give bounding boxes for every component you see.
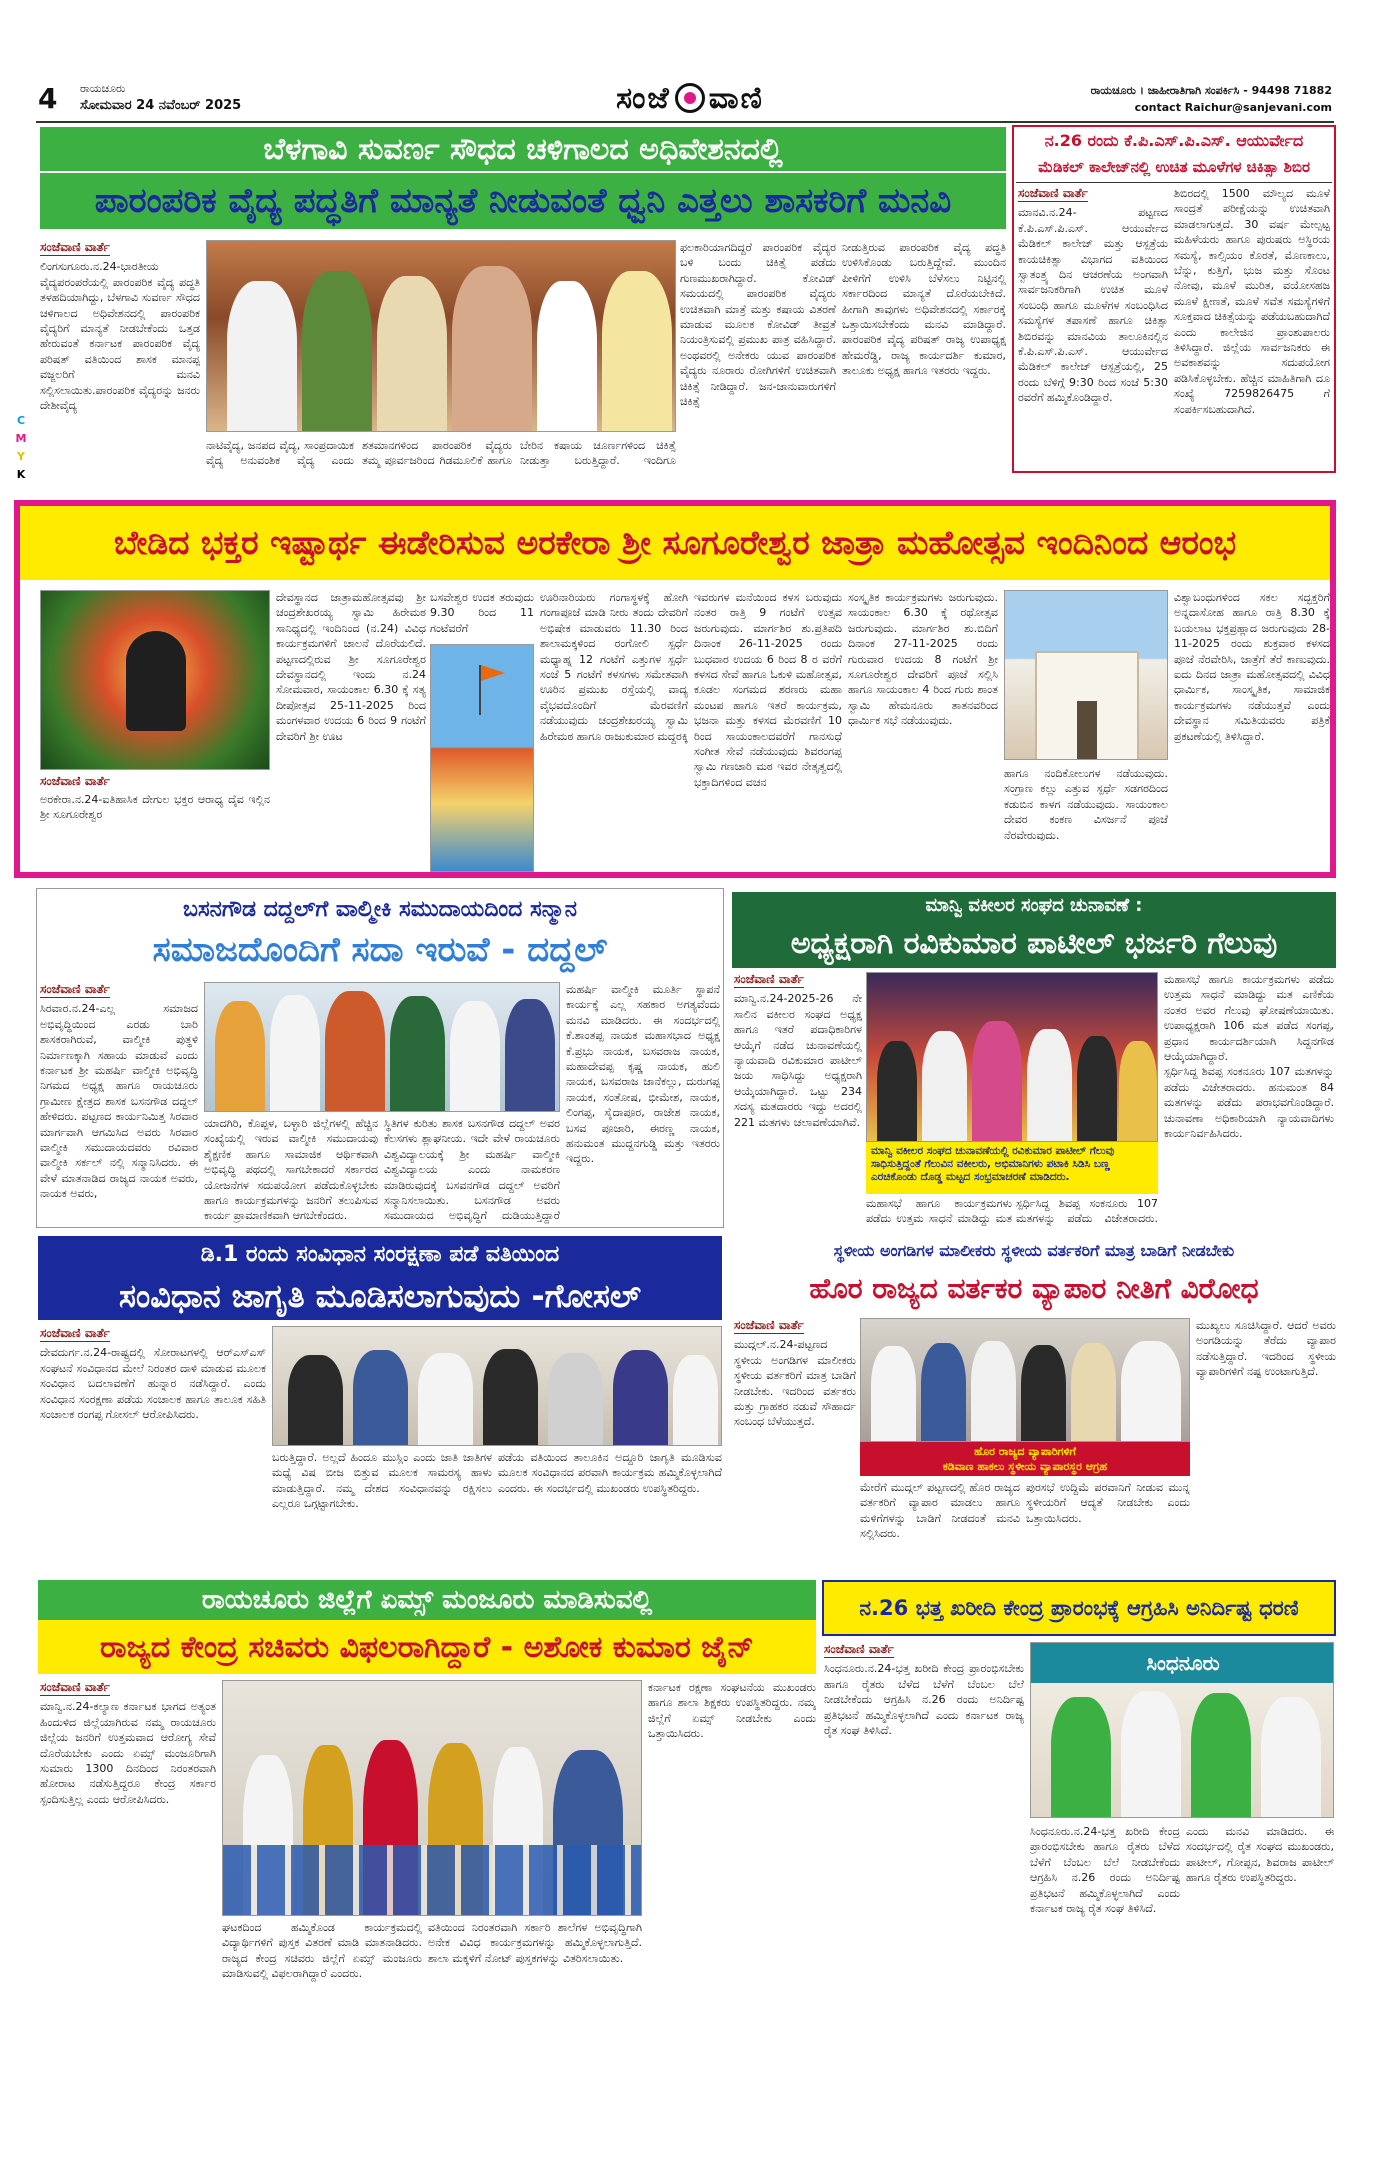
- story8-body2: ಘಟಕದಿಂದ ಹಮ್ಮಿಕೊಂಡ ಕಾರ್ಯಕ್ರಮದಲ್ಲಿ ವಿದ್ಯಾರ್ಥಿಗಳಿಗೆ ಪುಸ್ತಕ ವಿತರಣೆ ಮಾಡಿ ಮಾತನಾಡಿದರು. ರಾಜ್ಯದ ಕೇಂದ್ರ ಸಚಿವರು ಜಿಲ್ಲೆಗೆ ಏಮ್ಸ್ ಮಂಜೂರು ಮಾಡಿಸುವಲ್ಲಿ ವಿಫಲರಾಗಿದ್ದಾರೆ ಎಂದರು.: [222, 1921, 422, 1981]
- story9-col2: [1030, 1824, 1180, 2120]
- story7-body1: ಮುದ್ಗಲ್.ನ.24-ಪಟ್ಟಣದ ಸ್ಥಳೀಯ ಅಂಗಡಿಗಳ ಮಾಲೀಕರು ಸ್ಥಳೀಯ ವರ್ತಕರಿಗೆ ಮಾತ್ರ ಬಾಡಿಗೆ ನೀಡಬೇಕು. ಇದರಿಂದ ವರ್ತಕರು ಮತ್ತು ಗ್ರಾಹಕರ ನಡುವೆ ಸೌಹಾರ್ದ ಸಂಬಂಧ ಬೆಳೆಯುತ್ತದೆ.: [734, 1338, 856, 1429]
- story1-col2: [206, 438, 354, 470]
- masthead-contact: [1091, 82, 1332, 116]
- story3-body5: ಇವರುಗಳ ಮನೆಯಿಂದ ಕಳಸ ಬರುವುದು ನಂತರ ರಾತ್ರಿ 9 ಗಂಟೆಗೆ ಉತ್ಸವ ಜರುಗುವುದು. ಮಾರ್ಗಶಿರ ಶು.ಪ್ರತಿಪದಿ ದಿನಾಂಕ 26-11-2025 ರಂದು ಬುಧವಾರ ಉದಯ 6 ರಿಂದ 8 ರ ವರೆಗೆ ಕಳಸದ ಸೇವೆ ಹಾಗೂ ಓಕುಳಿ ಮಹೋತ್ಸವ, ಕೂಡಲ ಸಂಗಮದ ಶರಣರು ಮಹಾ ಮಂಟಪ ಹಾಗೂ ಇತರೆ ಕಾರ್ಯಕ್ರಮ, ಭಜನಾ ಮತ್ತು ಕಳಸದ ಮೆರವಣಿಗೆ 10 ರಿಂದ ಸಾಯಂಕಾಲದವರೆಗೆ ಗಾನಸುಧೆ ಸಂಗೀತ ಸೇವೆ ನಡೆಯುವುದು ಶಿವರಂಗಪ್ಪ ಸ್ವಾಮಿ ಗಣಚಾರಿ ಮಠ ಇವರ ನೇತೃತ್ವದಲ್ಲಿ ಭಕ್ತಾದಿಗಳಿಂದ ವಚನ: [694, 591, 842, 789]
- story2-col2: [1174, 186, 1330, 468]
- story4-body2: ಯಾದಗಿರಿ, ಕೊಪ್ಪಳ, ಬಳ್ಳಾರಿ ಜಿಲ್ಲೆಗಳಲ್ಲಿ ಹೆಚ್ಚಿನ ಸಂಖ್ಯೆಯಲ್ಲಿ ಇರುವ ವಾಲ್ಮೀಕಿ ಸಮುದಾಯವು ಶೈಕ್ಷಣಿಕ ಹಾಗೂ ಸಾಮಾಜಿಕ ಆರ್ಥಿಕವಾಗಿ ಅಭಿವೃದ್ಧಿ ಪಥದಲ್ಲಿ ಸಾಗಬೇಕಾದರೆ ಸರ್ಕಾರದ ಯೋಜನೆಗಳ ಸದುಪಯೋಗ ಪಡೆದುಕೊಳ್ಳಬೇಕು ಹಾಗೂ ಕಾರ್ಯಕ್ರಮಗಳನ್ನು ಜನರಿಗೆ ತಲುಪಿಸುವ ಕಾರ್ಯ ಪ್ರಾಮಾಣಿಕವಾಗಿ ಆಗಬೇಕೆಂದರು.: [204, 1117, 378, 1223]
- story3-col4: [540, 590, 688, 872]
- cmyk-c: C: [16, 414, 26, 427]
- story3-body8: ವಿಶ್ವಾಬಂಧುಗಳಿಂದ ಸಕಲ ಸದ್ಭಕ್ತರಿಗೆ ಅನ್ನದಾಸೋಹ ಹಾಗೂ ರಾತ್ರಿ 8.30 ಕ್ಕೆ ಬಯಲಾಟ ಭಕ್ತಪ್ರಹ್ಲಾದ ಜರುಗುವುದು 28-11-2025 ರಂದು ಶುಕ್ರವಾರ ಕಳಸದ ಪೂಜೆ ನೆರವೇರಿಸಿ, ಜಾತ್ರೆಗೆ ತೆರೆ ಕಾಣುವುದು. ಐದು ದಿನದ ಜಾತ್ರಾ ಮಹೋತ್ಸವದಲ್ಲಿ ವಿವಿಧ ಧಾರ್ಮಿಕ, ಸಾಂಸ್ಕೃತಿಕ, ಸಾಮಾಜಿಕ ಕಾರ್ಯಕ್ರಮಗಳು ನಡೆಯುತ್ತವೆ ಎಂದು ದೇವಸ್ಥಾನ ಸಮಿತಿಯವರು ಪತ್ರಿಕೆ ಪ್ರಕಟಣೆಯಲ್ಲಿ ತಿಳಿಸಿದ್ದಾರೆ.: [1174, 591, 1330, 743]
- story4-body3: ಸ್ಥಿತಿಗಳ ಕುರಿತು ಶಾಸಕ ಬಸನಗೌಡ ದದ್ದಲ್ ಅವರ ಕೆಲಸಗಳು ಶ್ಲಾಘನೀಯ. ಇದೇ ವೇಳೆ ರಾಯಚೂರು ವಿಶ್ವವಿದ್ಯಾಲಯಕ್ಕೆ ಶ್ರೀ ಮಹರ್ಷಿ ವಾಲ್ಮೀಕಿ ವಿಶ್ವವಿದ್ಯಾಲಯ ಎಂದು ನಾಮಕರಣ ಮಾಡಿರುವುದಕ್ಕೆ ಬಸವನಗೌಡ ದದ್ದಲ್ ಅವರಿಗೆ ಸನ್ಮಾನಿಸಲಾಯಿತು. ಬಸನಗೌಡ ಅವರು ಸಮುದಾಯದ ಅಭಿವೃದ್ಧಿಗೆ ದುಡಿಯುತ್ತಿದ್ದಾರೆ: [384, 1117, 560, 1223]
- story3-col7: [1004, 766, 1168, 872]
- story1-headline: ಪಾರಂಪರಿಕ ವೈದ್ಯ ಪದ್ಧತಿಗೆ ಮಾನ್ಯತೆ ನೀಡುವಂತೆ ಧ್ವನಿ ಎತ್ತಲು ಶಾಸಕರಿಗೆ ಮನವಿ: [40, 173, 1006, 229]
- story6-col2: [272, 1450, 492, 1572]
- story9-body1: ಸಿಂಧನೂರು.ನ.24-ಭತ್ತ ಖರೀದಿ ಕೇಂದ್ರ ಪ್ರಾರಂಭಿಸಬೇಕು ಹಾಗೂ ರೈತರು ಬೆಳೆದ ಬೆಳೆಗೆ ಬೆಂಬಲ ಬೆಲೆ ನೀಡಬೇಕೆಂದು ಆಗ್ರಹಿಸಿ ನ.26 ರಂದು ಅನಿರ್ದಿಷ್ಟ ಪ್ರತಿಭಟನೆ ಹಮ್ಮಿಕೊಳ್ಳಲಾಗಿದೆ ಎಂದು ಕರ್ನಾಟಕ ರಾಜ್ಯ ರೈತ ಸಂಘ ತಿಳಿಸಿದೆ.: [824, 1662, 1024, 1738]
- story8-col1: [40, 1680, 216, 2120]
- story6-col3: [498, 1450, 722, 1572]
- story4-col3: [384, 1116, 560, 1224]
- story7-body4: ಪುರಸಭೆ ಉದ್ದಿಮೆ ಪರವಾನಿಗೆ ನೀಡುವ ಮುನ್ನ ಸ್ಥಳೀಯರಿಗೆ ಆದ್ಯತೆ ನೀಡಬೇಕು ಎಂದು ಒತ್ತಾಯಿಸಿದರು.: [1026, 1481, 1190, 1525]
- story7-caption: [860, 1442, 1190, 1476]
- story9-headline: ನ.26 ಭತ್ತ ಖರೀದಿ ಕೇಂದ್ರ ಪ್ರಾರಂಭಕ್ಕೆ ಆಗ್ರಹಿಸಿ ಅನಿರ್ದಿಷ್ಟ ಧರಣಿ: [822, 1580, 1336, 1636]
- story3-body7: ಹಾಗೂ ನಂದಿಕೋಲುಗಳ ನಡೆಯುವುದು. ಸಂಗ್ರಾಣ ಕಲ್ಲು ಎತ್ತುವ ಸ್ಪರ್ಧೆ ಸಡಗರದಿಂದ ಕಡುಬಿನ ಕಾಳಗ ನಡೆಯುವುದು. ಸಾಯಂಕಾಲ ದೇವರ ಕಂಕಣ ವಿಸರ್ಜನೆ ಪೂಜೆ ನೆರವೇರುವುದು.: [1004, 767, 1168, 842]
- story5-headline: ಅಧ್ಯಕ್ಷರಾಗಿ ರವಿಕುಮಾರ ಪಾಟೀಲ್ ಭರ್ಜರಿ ಗೆಲುವು: [732, 918, 1336, 968]
- story2-headline-line2: ಮೆಡಿಕಲ್ ಕಾಲೇಜ್‌ನಲ್ಲಿ ಉಚಿತ ಮೂಳೆಗಳ ಚಿಕಿತ್ಸಾ ಶಿಬಿರ: [1038, 158, 1310, 176]
- story3-col8: [1174, 590, 1330, 872]
- story3-col1: [40, 792, 270, 872]
- story8-photo: [222, 1680, 642, 1916]
- story1-body5: ಫಲಕಾರಿಯಾಗದಿದ್ದರೆ ಪಾರಂಪರಿಕ ವೈದ್ಯರ ಬಳಿ ಬಂದು ಚಿಕಿತ್ಸೆ ಪಡೆದು ಗುಣಮುಖರಾಗಿದ್ದಾರೆ. ಕೋವಿಡ್ ಸಮಯದಲ್ಲಿ ಪಾರಂಪರಿಕ ವೈದ್ಯರು ಉಚಿತವಾಗಿ ಮಾತ್ರೆ ಮತ್ತು ಕಷಾಯ ವಿತರಣೆ ಮಾಡುವ ಮೂಲಕ ಕೋವಿಡ್ ತೀವ್ರತೆ ನಿಯಂತ್ರಿಸುವಲ್ಲಿ ಪ್ರಮುಖ ಪಾತ್ರ ವಹಿಸಿದ್ದಾರೆ. ಅಂಥವರಲ್ಲಿ ಅನೇಕರು ಯುವ ಪಾರಂಪರಿಕ ವೈದ್ಯರು ನೂರಾರು ರೋಗಿಗಳಿಗೆ ಉಚಿತವಾಗಿ ಚಿಕಿತ್ಸೆ ನೀಡಿದ್ದಾರೆ. ಜನ-ಜಾನುವಾರುಗಳಿಗೆ ಚಿಕಿತ್ಸೆ: [680, 241, 836, 409]
- story9-banner: [1031, 1643, 1334, 1683]
- story8-body3: ವತಿಯಿಂದ ನಿರಂತರವಾಗಿ ಸರ್ಕಾರಿ ಶಾಲೆಗಳ ಅಭಿವೃದ್ಧಿಗಾಗಿ ಅನೇಕ ವಿವಿಧ ಕಾರ್ಯಕ್ರಮಗಳನ್ನು ಹಮ್ಮಿಕೊಳ್ಳಲಾಗುತ್ತಿದೆ. ಶಾಲಾ ಮಕ್ಕಳಿಗೆ ನೋಟ್ ಪುಸ್ತಕಗಳನ್ನು ವಿತರಿಸಲಾಯಿತು.: [428, 1921, 642, 1965]
- cmyk-marker: [14, 412, 28, 492]
- story9-body3: ಎಂದು ಮನವಿ ಮಾಡಿದರು. ಈ ಸಂದರ್ಭದಲ್ಲಿ ರೈತ ಸಂಘದ ಮುಖಂಡರು, ಪಾಟೀಲ್, ಗೋಪ್ಪನ, ಶಿವರಾಜ ಪಾಟೀಲ್ ಹಾಗೂ ರೈತರು ಉಪಸ್ಥಿತರಿದ್ದರು.: [1186, 1825, 1334, 1885]
- story1-col1: [40, 240, 200, 470]
- story5-body3: ಸ್ಪರ್ಧಿಸಿದ್ದ ಶಿವಪ್ಪ ಸಂಕನೂರು 107 ಮತಗಳನ್ನು ಪಡೆದು ವಿಜೇತರಾದರು.: [1016, 1197, 1158, 1226]
- ad-contact-line: ರಾಯಚೂರು । ಜಾಹೀರಾತಿಗಾಗಿ ಸಂಪರ್ಕಿಸಿ - 94498 71882: [1090, 84, 1332, 97]
- story2-rule: [1016, 182, 1332, 183]
- story7-photo: [860, 1318, 1190, 1442]
- masthead-city: ರಾಯಚೂರು: [80, 82, 126, 95]
- story5-caption-text: ಮಾನ್ವಿ ವಕೀಲರ ಸಂಘದ ಚುನಾವಣೆಯಲ್ಲಿ ರವಿಕುಮಾರ ಪಾಟೀಲ್ ಗೆಲುವು ಸಾಧಿಸುತ್ತಿದ್ದಂತೆ ಗೆಲುವಿನ ವಕೀಲರು, ಅಭಿಮಾನಿಗಳು ಪಟಾಕಿ ಸಿಡಿಸಿ ಬಣ್ಣ ಎರಚಿಕೊಂಡು ದೊಡ್ಡ ಮಟ್ಟದ ಸಂಭ್ರಮಾಚರಣೆ ಮಾಡಿದರು.: [871, 1145, 1115, 1183]
- story6-photo: [272, 1326, 722, 1446]
- story6-kicker: ಡಿ.1 ರಂದು ಸಂವಿಧಾನ ಸಂರಕ್ಷಣಾ ಪಡೆ ವತಿಯಿಂದ: [38, 1236, 722, 1272]
- story5-col2: [866, 1196, 1012, 1228]
- story7-body2: ಮುಖ್ಯಲು ಸೂಚಿಸಿದ್ದಾರೆ. ಆದರೆ ಅವರು ಅಂಗಡಿಯನ್ನು ತೆರೆದು ವ್ಯಾಪಾರ ನಡೆಸುತ್ತಿದ್ದಾರೆ. ಇದರಿಂದ ಸ್ಥಳೀಯ ವ್ಯಾಪಾರಿಗಳಿಗೆ ನಷ್ಟ ಉಂಟಾಗುತ್ತಿದೆ.: [1196, 1319, 1336, 1379]
- story4-col2: [204, 1116, 378, 1224]
- cmyk-k: K: [16, 468, 26, 481]
- story8-col2: [222, 1920, 422, 2120]
- story7-byline: ಸಂಜೆವಾಣಿ ವಾರ್ತೆ: [734, 1318, 804, 1334]
- story9-banner-text: ಸಿಂಧನೂರು: [1146, 1651, 1220, 1675]
- story2-col1: [1018, 186, 1168, 468]
- story1-body2: ನಾಟಿವೈದ್ಯ, ಜನಪದ ವೈದ್ಯ, ಸಾಂಪ್ರದಾಯಿಕ ವೈದ್ಯ ಅನುವಂಶಿಕ ವೈದ್ಯ ಎಂದು: [206, 439, 354, 468]
- story5-caption: [866, 1142, 1158, 1194]
- story3-headline: ಬೇಡಿದ ಭಕ್ತರ ಇಷ್ಟಾರ್ಥ ಈಡೇರಿಸುವ ಅರಕೇರಾ ಶ್ರೀ ಸೂಗೂರೇಶ್ವರ ಜಾತ್ರಾ ಮಹೋತ್ಸವ ಇಂದಿನಿಂದ ಆರಂಭ: [20, 506, 1330, 580]
- story6-body3: ಪಡೆಯ ವತಿಯಿಂದ ತಾಲೂಕಿನ ಅದ್ದೂರಿ ಜಾಗೃತಿ ಮೂಡಿಸುವ ಮೂಲಕ ಸಂವಿಧಾನದ ಪರವಾಗಿ ಕಾರ್ಯಕ್ರಮ ಹಮ್ಮಿಕೊಳ್ಳಲಾಗಿದೆ ಎಂದರು. ಈ ಸಂದರ್ಭದಲ್ಲಿ ಮುಖಂಡರು ಉಪಸ್ಥಿತರಿದ್ದರು.: [498, 1451, 722, 1495]
- story9-col3: [1186, 1824, 1334, 2120]
- story3-body2: ದೇವಸ್ಥಾನದ ಜಾತ್ರಾಮಹೋತ್ಸವವು ಶ್ರೀ ಚಂದ್ರಶೇಖರಯ್ಯ ಸ್ವಾಮಿ ಹಿರೇಮಠ ಸಾನಿಧ್ಯದಲ್ಲಿ ಇಂದಿನಿಂದ (ನ.24) ವಿವಿಧ ಕಾರ್ಯಕ್ರಮಗಳಿಗೆ ಚಾಲನೆ ದೊರೆಯಲಿದೆ. ಪಟ್ಟಣದಲ್ಲಿರುವ ಶ್ರೀ ಸೂಗೂರೇಶ್ವರ ದೇವಸ್ಥಾನದಲ್ಲಿ ಇಂದು ನ.24 ಸೋಮವಾರ, ಸಾಯಂಕಾಲ 6.30 ಕ್ಕೆ ಸತ್ಯ ದೀಪೋತ್ಸವ 25-11-2025 ರಿಂದ ಮಂಗಳವಾರ ಉದಯ 6 ರಿಂದ 9 ಗಂಟೆಗೆ ದೇವರಿಗೆ ಶ್ರೀ ಊಟ: [276, 591, 426, 743]
- story5-photo: [866, 972, 1158, 1142]
- story1-col3: [362, 438, 512, 470]
- story5-col4: [1164, 972, 1334, 1228]
- story4-body1: ಸಿರವಾರ.ನ.24-ಎಲ್ಲ ಸಮಾಜದ ಅಭಿವೃದ್ಧಿಯಿಂದ ಎರಡು ಬಾರಿ ಶಾಸಕರಾಗಿರುವೆ, ವಾಲ್ಮೀಕಿ ಪುತ್ಥಳಿ ನಿರ್ಮಾಣಕ್ಕಾಗಿ ಸಹಾಯ ಮಾಡುವೆ ಎಂದು ಕರ್ನಾಟಕ ಶ್ರೀ ಮಹರ್ಷಿ ವಾಲ್ಮೀಕಿ ಅಭಿವೃದ್ಧಿ ನಿಗಮದ ಅಧ್ಯಕ್ಷ ಹಾಗೂ ರಾಯಚೂರು ಗ್ರಾಮೀಣ ಕ್ಷೇತ್ರದ ಶಾಸಕ ಬಸನಗೌಡ ದದ್ದಲ್ ಹೇಳಿದರು. ಪಟ್ಟಣದ ಕಾರ್ಯನಿಮಿತ್ತ ಸಿರವಾರ ಮಾರ್ಗವಾಗಿ ಆಗಮಿಸಿದ ಅವರು ಸಿರವಾರ ವಾಲ್ಮೀಕಿ ಸಮುದಾಯದವರು ರವಿವಾರ ವಾಲ್ಮೀಕಿ ಸರ್ಕಲ್ ನಲ್ಲಿ ಸನ್ಮಾನಿಸಿದರು. ಈ ವೇಳೆ ಮಾತನಾಡಿದ ರಾಜ್ಯದ ನಾಯಕ ಅವರು, ನಾಯಕ ಅವರು,: [40, 1002, 198, 1201]
- story4-byline: ಸಂಜೆವಾಣಿ ವಾರ್ತೆ: [40, 982, 110, 998]
- story4-col1: [40, 982, 198, 1224]
- story3-byline: ಸಂಜೆವಾಣಿ ವಾರ್ತೆ: [40, 774, 110, 788]
- story6-headline: ಸಂವಿಧಾನ ಜಾಗೃತಿ ಮೂಡಿಸಲಾಗುವುದು -ಗೋಸಲ್: [38, 1272, 722, 1320]
- story3-shrine-photo: [1004, 590, 1168, 760]
- story3-body1: ಅರಕೇರಾ.ನ.24-ಐತಿಹಾಸಿಕ ದೇಗುಲ ಭಕ್ತರ ಆರಾಧ್ಯ ದೈವ ಇಲ್ಲಿನ ಶ್ರೀ ಸೂಗೂರೇಶ್ವರ: [40, 793, 270, 822]
- story8-byline: ಸಂಜೆವಾಣಿ ವಾರ್ತೆ: [40, 1680, 110, 1696]
- cmyk-m: M: [15, 432, 27, 445]
- story1-body3: ಶತಮಾನಗಳಿಂದ ಪಾರಂಪರಿಕ ವೈದ್ಯರು ತಮ್ಮ ಪೂರ್ವಜರಿಂದ ಗಿಡಮೂಲಿಕೆ ಹಾಗೂ: [362, 439, 512, 468]
- story3-body6: ಸಂಸ್ಕೃತಿಕ ಕಾರ್ಯಕ್ರಮಗಳು ಜರುಗುವುದು. ಸಾಯಂಕಾಲ 6.30 ಕ್ಕೆ ರಥೋತ್ಸವ ಜರುಗುವುದು. ಮಾರ್ಗಶಿರ ಶು.ಬಿದಿಗೆ ದಿನಾಂಕ 27-11-2025 ರಂದು ಗುರುವಾರ ಉದಯ 8 ಗಂಟೆಗೆ ಶ್ರೀ ಸೂಗೂರೇಶ್ವರ ದೇವರಿಗೆ ಪೂಜೆ ಸಲ್ಲಿಸಿ ಹಾಗೂ ಸಾಯಂಕಾಲ 4 ರಿಂದ ಗುರು ಶಾಂತ ಸ್ವಾಮಿ ಹೇಮನೂರು ತಾತನವರಿಂದ ಧಾರ್ಮಿಕ ಸಭೆ ನಡೆಯುವುದು.: [848, 591, 998, 728]
- story3-col6: [848, 590, 998, 872]
- story1-body6: ನೀಡುತ್ತಿರುವ ಪಾರಂಪರಿಕ ವೈದ್ಯ ಪದ್ಧತಿ ಉಳಿಸಿಕೊಂಡು ಬರುತ್ತಿದ್ದೇವೆ. ಮುಂದಿನ ಪೀಳಿಗೆಗೆ ಉಳಿಸಿ ಬೆಳೆಸಲು ನಿಟ್ಟಿನಲ್ಲಿ ಸರ್ಕಾರದಿಂದ ಮಾನ್ಯತೆ ದೊರೆಯಬೇಕಿದೆ. ಹೀಗಾಗಿ ತಾವುಗಳು ಅಧಿವೇಶನದಲ್ಲಿ ಸರ್ಕಾರಕ್ಕೆ ಒತ್ತಾಯಿಸಬೇಕೆಂದು ಮನವಿ ಮಾಡಿದ್ದಾರೆ. ಪಾರಂಪರಿಕ ವೈದ್ಯ ಪರಿಷತ್ ರಾಜ್ಯ ಉಪಾಧ್ಯಕ್ಷ ಹೇಮರೆಡ್ಡಿ, ರಾಜ್ಯ ಕಾರ್ಯದರ್ಶಿ ಕುಮಾರ, ತಾಲೂಕು ಅಧ್ಯಕ್ಷ ಹಾಗೂ ಇತರರು ಇದ್ದರು.: [842, 241, 1006, 378]
- story3-deity-photo: [40, 590, 270, 770]
- page-number: 4: [38, 82, 58, 115]
- story5-body4: ಮಹಾಸಭೆ ಹಾಗೂ ಕಾರ್ಯಕ್ರಮಗಳು ಪಡೆದು ಉತ್ತಮ ಸಾಧನೆ ಮಾಡಿದ್ದು ಮತ ಎಣಿಕೆಯ ನಂತರ ಅವರ ಗೆಲುವು ಘೋಷಣೆಯಾಯಿತು. ಉಪಾಧ್ಯಕ್ಷರಾಗಿ 106 ಮತ ಪಡೆದ ಸಂಗಪ್ಪ, ಪ್ರಧಾನ ಕಾರ್ಯದರ್ಶಿಯಾಗಿ ಸಿದ್ದನಗೌಡ ಆಯ್ಕೆಯಾಗಿದ್ದಾರೆ.: [1164, 973, 1334, 1064]
- story8-headline: ರಾಜ್ಯದ ಕೇಂದ್ರ ಸಚಿವರು ವಿಫಲರಾಗಿದ್ದಾರೆ - ಅಶೋಕ ಕುಮಾರ ಜೈನ್: [38, 1620, 816, 1674]
- story3-temple-photo: [430, 644, 534, 872]
- story8-col4: [648, 1680, 816, 2120]
- story6-body1: ದೇವದುರ್ಗ.ನ.24-ರಾಷ್ಟ್ರದಲ್ಲಿ ಸೋರಾಟಗಳಲ್ಲಿ ಆರ್‌ಎಸ್‌ಎಸ್ ಸಂಘಟನೆ ಸಂವಿಧಾನದ ಮೇಲೆ ನಿರಂತರ ದಾಳಿ ಮಾಡುವ ಮೂಲಕ ಸಂವಿಧಾನ ಬದಲಾವಣೆಗೆ ಹುನ್ನಾರ ನಡೆಸಿದ್ದಾರೆ. ಎಂದು ಸಂವಿಧಾನ ಸಂರಕ್ಷಣಾ ಪಡೆಯ ಸಂಚಾಲಕ ಹಾಗೂ ತಾಲೂಕ ಸಹಿತಿ ಸಂಚಾಲಕ ರಂಗಪ್ಪ ಗೋಸಲ್ ಆರೋಪಿಸಿದರು.: [40, 1346, 266, 1422]
- story6-body2: ಬರುತ್ತಿದ್ದಾರೆ. ಅಲ್ಲದೆ ಹಿಂದೂ ಮುಸ್ಲಿಂ ಎಂದು ಜಾತಿ ಜಾತಿಗಳ ಮಧ್ಯೆ ವಿಷ ಬೀಜ ಬಿತ್ತುವ ಮೂಲಕ ಸಾಮರಸ್ಯ ಹಾಳು ಮಾಡುತ್ತಿದ್ದಾರೆ. ನಮ್ಮ ದೇಶದ ಸಂವಿಧಾನವನ್ನು ರಕ್ಷಿಸಲು ಎಲ್ಲರೂ ಒಗ್ಗಟ್ಟಾಗಬೇಕು.: [272, 1451, 492, 1511]
- story5-body1: ಮಾನ್ವಿ.ನ.24-2025-26 ನೇ ಸಾಲಿನ ವಕೀಲರ ಸಂಘದ ಅಧ್ಯಕ್ಷ ಹಾಗೂ ಇತರೆ ಪದಾಧಿಕಾರಿಗಳ ಆಯ್ಕೆಗೆ ನಡೆದ ಚುನಾವಣೆಯಲ್ಲಿ ನ್ಯಾಯವಾದಿ ರವಿಕುಮಾರ ಪಾಟೀಲ್ ಜಯ ಸಾಧಿಸಿದ್ದು ಅಧ್ಯಕ್ಷರಾಗಿ ಆಯ್ಕೆಯಾಗಿದ್ದಾರೆ. ಒಟ್ಟು 234 ಸದಸ್ಯ ಮತದಾರರು ಇದ್ದು ಅದರಲ್ಲಿ 221 ಮತಗಳು ಚಲಾವಣೆಯಾಗಿವೆ.: [734, 992, 862, 1129]
- story4-headline: ಸಮಾಜದೊಂದಿಗೆ ಸದಾ ಇರುವೆ - ದದ್ದಲ್: [152, 930, 608, 970]
- story3-col5: [694, 590, 842, 872]
- story4-body4: ಮಹರ್ಷಿ ವಾಲ್ಮೀಕಿ ಮೂರ್ತಿ ಸ್ಥಾಪನೆ ಕಾರ್ಯಕ್ಕೆ ಎಲ್ಲ ಸಹಕಾರ ಅಗತ್ಯವೆಂದು ಮನವಿ ಮಾಡಿದರು. ಈ ಸಂದರ್ಭದಲ್ಲಿ ಕೆ.ಶಾಂತಪ್ಪ ನಾಯಕ ಮಹಾಸಭಾದ ಅಧ್ಯಕ್ಷ ಕೆ.ಪ್ರಭು ನಾಯಕ, ಬಸವರಾಜ ನಾಯಕ, ಮಹಾದೇವಪ್ಪ ಕೃಷ್ಣ ನಾಯಕ, ಹುಲಿ ನಾಯಕ, ಬಸವರಾಜ ಜಾನೆಕಲ್ಲು, ದುರುಗಪ್ಪ ನಾಯಕ, ಸಂತೋಷ, ಭೀಮೇಶ, ನಾಯಕ, ಲಿಂಗಪ್ಪ, ಸೈದಾಪೂರ, ರಾಜೇಶ ನಾಯಕ, ಬಸವ ಪೂಜಾರಿ, ಈರಣ್ಣ ನಾಯಕ, ಹನುಮಂತ ಮುದ್ದನಗುಡ್ಡಿ ಮತ್ತು ಇತರರು ಇದ್ದರು.: [566, 983, 720, 1166]
- story1-body1: ಲಿಂಗಸುಗೂರು.ನ.24-ಭಾರತೀಯ ವೈದ್ಯಪರಂಪರೆಯಲ್ಲಿ ಪಾರಂಪರಿಕ ವೈದ್ಯ ಪದ್ಧತಿ ತಳಹದಿಯಾಗಿದ್ದು, ಬೆಳಗಾವಿ ಸುವರ್ಣ ಸೌಧದ ಚಳಿಗಾಲದ ಅಧಿವೇಶನದಲ್ಲಿ ಪಾರಂಪರಿಕ ವೈದ್ಯರಿಗೆ ಮಾನ್ಯತೆ ನೀಡಬೇಕೆಂದು ಒತ್ತಡ ಹೇರುವಂತೆ ಕರ್ನಾಟಕ ಪಾರಂಪರಿಕ ವೈದ್ಯ ಪರಿಷತ್ ವತಿಯಿಂದ ಶಾಸಕ ಮಾನಪ್ಪ ವಜ್ಜಲರಿಗೆ ಮನವಿ ಸಲ್ಲಿಸಲಾಯಿತು.ಪಾರಂಪರಿಕ ವೈದ್ಯರನ್ನು ಜನರು ದೇಶೀವೈದ್ಯ: [40, 260, 200, 413]
- paper-name-right: ವಾಣಿ: [708, 80, 764, 116]
- story9-body2: ಸಿಂಧನೂರು.ನ.24-ಭತ್ತ ಖರೀದಿ ಕೇಂದ್ರ ಪ್ರಾರಂಭಿಸಬೇಕು ಹಾಗೂ ರೈತರು ಬೆಳೆದ ಬೆಳೆಗೆ ಬೆಂಬಲ ಬೆಲೆ ನೀಡಬೇಕೆಂದು ಆಗ್ರಹಿಸಿ ನ.26 ರಂದು ಅನಿರ್ದಿಷ್ಟ ಪ್ರತಿಭಟನೆ ಹಮ್ಮಿಕೊಳ್ಳಲಾಗಿದೆ ಎಂದು ಕರ್ನಾಟಕ ರಾಜ್ಯ ರೈತ ಸಂಘ ತಿಳಿಸಿದೆ.: [1030, 1825, 1180, 1916]
- story2-byline: ಸಂಜೆವಾಣಿ ವಾರ್ತೆ: [1018, 186, 1088, 202]
- story1-col5: [680, 240, 836, 470]
- story9-photo: [1030, 1642, 1334, 1818]
- story3-col2: [276, 590, 426, 872]
- story7-headline: ಹೊರ ರಾಜ್ಯದ ವರ್ತಕರ ವ್ಯಾಪಾರ ನೀತಿಗೆ ವಿರೋಧ: [809, 1272, 1259, 1305]
- paper-logo: [560, 78, 820, 118]
- masthead-strip: [0, 78, 1378, 122]
- story1-col4: [520, 438, 676, 470]
- story2-body1: ಮಾನವಿ.ನ.24- ಪಟ್ಟಣದ ಕೆ.ಪಿ.ಎಸ್.ಪಿ.ಎಸ್. ಆಯುರ್ವೇದ ಮೆಡಿಕಲ್ ಕಾಲೇಜ್ ಮತ್ತು ಆಸ್ಪತ್ರೆಯ ಕಾಯಚಿಕಿತ್ಸಾ ವಿಭಾಗದ ವತಿಯಿಂದ ಸ್ವಾತಂತ್ರ್ಯ ದಿನ ಆಚರಣೆಯ ಅಂಗವಾಗಿ ಸಾರ್ವಜನಿಕರಿಗಾಗಿ ಉಚಿತ ಮೂಳೆ ಸಂಬಂಧಿ ಹಾಗೂ ಮೂಳೆಗಳ ಸಂಬಂಧಿಸಿದ ಸಮಸ್ಯೆಗಳ ತಪಾಸಣೆ ಹಾಗೂ ಚಿಕಿತ್ಸಾ ಶಿಬಿರವನ್ನು ಮಾನವಿಯ ತಾಲೂಕಿನಲ್ಲಿನ ಕೆ.ಪಿ.ಎಸ್.ಪಿ.ಎಸ್. ಆಯುರ್ವೇದ ಮೆಡಿಕಲ್ ಕಾಲೇಜ್ ಆಸ್ಪತ್ರೆಯಲ್ಲಿ, 25 ರಂದು ಬೆಳಿಗ್ಗೆ 9:30 ರಿಂದ ಸಂಜೆ 5:30 ರವರೆಗೆ ಹಮ್ಮಿಕೊಂಡಿದ್ದಾರೆ.: [1018, 206, 1168, 405]
- story1-col6: [842, 240, 1006, 470]
- cmyk-y: Y: [17, 450, 25, 463]
- story7-col4: [1026, 1480, 1190, 1572]
- logo-circle-icon: [675, 83, 705, 113]
- story6-col1: [40, 1326, 266, 1572]
- story7-col1: [734, 1318, 856, 1572]
- story6-byline: ಸಂಜೆವಾಣಿ ವಾರ್ತೆ: [40, 1326, 110, 1342]
- story4-col4: [566, 982, 720, 1224]
- story2-body2: ಶಿಬಿರದಲ್ಲಿ 1500 ಮೌಲ್ಯದ ಮೂಳೆ ಸಾಂದ್ರತೆ ಪರೀಕ್ಷೆಯನ್ನು ಉಚಿತವಾಗಿ ಮಾಡಲಾಗುತ್ತದೆ. 30 ವರ್ಷ ಮೇಲ್ಪಟ್ಟ ಮಹಿಳೆಯರು ಹಾಗೂ ಪುರುಷರು ಅಸ್ಥಿರಯ ಸಮಸ್ಯೆ, ಕಾಲ್ಸಿಯಂ ಕೊರತೆ, ಮೊಣಕಾಲು, ಬೆನ್ನು, ಕುತ್ತಿಗೆ, ಭುಜ ಮತ್ತು ಸೊಂಟ ನೋವು, ಮೂಳೆ ಮುರಿತ, ವಯೋಸಹಜ ಮೂಳೆ ಕ್ಷೀಣತೆ, ಮೂಳೆ ಸವೆತ ಸಮಸ್ಯೆಗಳಿಗೆ ಸೂಕ್ತವಾದ ಚಿಕಿತ್ಸೆಯನ್ನು ಪಡೆಯಬಹುದಾಗಿದೆ ಎಂದು ಕಾಲೇಜಿನ ಪ್ರಾಂಶುಪಾಲರು ತಿಳಿಸಿದ್ದಾರೆ. ಜಿಲ್ಲೆಯ ಸಾರ್ವಜನಿಕರು ಈ ಅವಕಾಶವನ್ನು ಸದುಪಯೋಗ ಪಡಿಸಿಕೊಳ್ಳಬೇಕು. ಹೆಚ್ಚಿನ ಮಾಹಿತಿಗಾಗಿ ದೂ ಸಂಖ್ಯೆ 7259826475 ಗೆ ಸಂಪರ್ಕಿಸಬಹುದಾಗಿದೆ.: [1174, 187, 1330, 416]
- masthead-date: ಸೋಮವಾರ 24 ನವೆಂಬರ್ 2025: [80, 98, 242, 113]
- story7-body3: ಮೇರೆಗೆ ಮುದ್ಗಲ್ ಪಟ್ಟಣದಲ್ಲಿ ಹೊರ ರಾಜ್ಯದ ವರ್ತಕರಿಗೆ ವ್ಯಾಪಾರ ಮಾಡಲು ಹಾಗೂ ಮಳಿಗೆಗಳನ್ನು ಬಾಡಿಗೆ ನೀಡದಂತೆ ಮನವಿ ಸಲ್ಲಿಸಿದರು.: [860, 1481, 1020, 1541]
- paper-name-left: ಸಂಜೆ: [616, 80, 671, 116]
- story7-caption-line2: ಕಡಿವಾಣ ಹಾಕಲು ಸ್ಥಳೀಯ ವ್ಯಾಪಾರಸ್ಥರ ಆಗ್ರಹ: [942, 1460, 1108, 1473]
- story5-col3: [1016, 1196, 1158, 1228]
- story1-byline: ಸಂಜೆವಾಣಿ ವಾರ್ತೆ: [40, 240, 110, 256]
- story1-photo: [206, 240, 676, 432]
- story1-body4: ಬೇರಿನ ಕಷಾಯ ಚೂರ್ಣಗಳಿಂದ ಚಿಕಿತ್ಸೆ ನೀಡುತ್ತಾ ಬರುತ್ತಿದ್ದಾರೆ. ಇಂದಿಗೂ: [520, 439, 676, 468]
- story5-byline: ಸಂಜೆವಾಣಿ ವಾರ್ತೆ: [734, 972, 804, 988]
- email-line: contact Raichur@sanjevani.com: [1134, 101, 1332, 114]
- story3-col3: [430, 590, 534, 642]
- story9-col1: [824, 1642, 1024, 2120]
- story7-col2: [1196, 1318, 1336, 1572]
- story3-body4: ಊರಿನಾರಿಯರು ಗಂಗಾಸ್ಥಳಕ್ಕೆ ಹೋಗಿ ಗಂಗಾಪೂಜೆ ಮಾಡಿ ನೀರು ತಂದು ದೇವರಿಗೆ ಅಭಿಷೇಕ ಮಾಡುವರು 11.30 ರಿಂದ ಶಾಲಾಮಕ್ಕಳಿಂದ ರಂಗೋಲಿ ಸ್ಪರ್ಧೆ ಮಧ್ಯಾಹ್ನ 12 ಗಂಟೆಗೆ ಎತ್ತುಗಳ ಸ್ಪರ್ಧೆ ಸಂಜೆ 5 ಗಂಟೆಗೆ ಕಳಸಗಳು ಸಮೇತವಾಗಿ ಊರಿನ ಪ್ರಮುಖ ರಸ್ತೆಯಲ್ಲಿ ವಾದ್ಯ ವೈಭವದೊಂದಿಗೆ ಮೆರವಣಿಗೆ ನಡೆಯುವುದು ಚಂದ್ರಶೇಖರಯ್ಯ ಸ್ವಾಮಿ ಹಿರೇಮಠ ಹಾಗೂ ರಾಜುಕುಮಾರ ಮದ್ದರಕ್ಕಿ: [540, 591, 688, 743]
- story8-body4: ಕರ್ನಾಟಕ ರಕ್ಷಣಾ ಸಂಘಟನೆಯ ಮುಖಂಡರು ಹಾಗೂ ಶಾಲಾ ಶಿಕ್ಷಕರು ಉಪಸ್ಥಿತರಿದ್ದರು. ನಮ್ಮ ಜಿಲ್ಲೆಗೆ ಏಮ್ಸ್ ನೀಡಬೇಕು ಎಂದು ಒತ್ತಾಯಿಸಿದರು.: [648, 1681, 816, 1741]
- story2-headline-line1: ನ.26 ರಂದು ಕೆ.ಪಿ.ಎಸ್.ಪಿ.ಎಸ್. ಆಯುರ್ವೇದ: [1044, 131, 1304, 150]
- story4-kicker: ಬಸನಗೌಡ ದದ್ದಲ್‌ಗೆ ವಾಲ್ಮೀಕಿ ಸಮುದಾಯದಿಂದ ಸನ್ಮಾನ: [183, 896, 577, 922]
- story5-body5: ಸ್ಪರ್ಧಿಸಿದ್ದ ಶಿವಪ್ಪ ಸಂಕನೂರು 107 ಮತಗಳನ್ನು ಪಡೆದು ವಿಜೇತರಾದರು. ಹನುಮಂತ 84 ಮತಗಳನ್ನು ಪಡೆದು ಪರಾಭವಗೊಂಡಿದ್ದಾರೆ. ಚುನಾವಣಾ ಅಧಿಕಾರಿಯಾಗಿ ನ್ಯಾಯವಾದಿಗಳು ಕಾರ್ಯನಿರ್ವಹಿಸಿದರು.: [1164, 1065, 1334, 1141]
- story5-body2: ಮಹಾಸಭೆ ಹಾಗೂ ಕಾರ್ಯಕ್ರಮಗಳು ಪಡೆದು ಉತ್ತಮ ಸಾಧನೆ ಮಾಡಿದ್ದು ಮತ: [866, 1197, 1012, 1226]
- story4-photo: [204, 982, 560, 1112]
- story7-col3: [860, 1480, 1020, 1572]
- deity-figure: [126, 631, 186, 731]
- story5-kicker: ಮಾನ್ವಿ ವಕೀಲರ ಸಂಘದ ಚುನಾವಣೆ :: [732, 892, 1336, 918]
- story9-byline: ಸಂಜೆವಾಣಿ ವಾರ್ತೆ: [824, 1642, 894, 1658]
- story7-kicker: ಸ್ಥಳೀಯ ಅಂಗಡಿಗಳ ಮಾಲೀಕರು ಸ್ಥಳೀಯ ವರ್ತಕರಿಗೆ ಮಾತ್ರ ಬಾಡಿಗೆ ನೀಡಬೇಕು: [833, 1241, 1235, 1260]
- story7-caption-line1: ಹೊರ ರಾಜ್ಯದ ವ್ಯಾಪಾರಿಗಳಿಗೆ: [974, 1445, 1076, 1458]
- story5-col1: [734, 972, 862, 1228]
- story8-kicker: ರಾಯಚೂರು ಜಿಲ್ಲೆಗೆ ಏಮ್ಸ್ ಮಂಜೂರು ಮಾಡಿಸುವಲ್ಲಿ: [38, 1580, 816, 1620]
- story8-body1: ಮಾನ್ವಿ.ನ.24-ಕಲ್ಯಾಣ ಕರ್ನಾಟಕ ಭಾಗದ ಅತ್ಯಂತ ಹಿಂದುಳಿದ ಜಿಲ್ಲೆಯಾಗಿರುವ ನಮ್ಮ ರಾಯಚೂರು ಜಿಲ್ಲೆಯ ಜನರಿಗೆ ಉತ್ತಮವಾದ ಆರೋಗ್ಯ ಸೇವೆ ದೊರೆಯಬೇಕು ಎಂದು ಏಮ್ಸ್ ಮಂಜೂರಿಗಾಗಿ ಸುಮಾರು 1300 ದಿನದಿಂದ ನಿರಂತರವಾಗಿ ಹೋರಾಟ ನಡೆಸುತ್ತಿದ್ದರೂ ಕೇಂದ್ರ ಸರ್ಕಾರ ಸ್ಪಂದಿಸುತ್ತಿಲ್ಲ ಎಂದು ಆರೋಪಿಸಿದರು.: [40, 1700, 216, 1806]
- story8-col3: [428, 1920, 642, 2120]
- masthead-rule: [36, 121, 1334, 123]
- story3-photo-label: [40, 770, 200, 788]
- story3-body3: ಬಸವೇಶ್ವರ ಉದಕ ತರುವುದು 9.30 ರಿಂದ 11 ಗಂಟೆವರೆಗೆ: [430, 591, 534, 635]
- story1-kicker: ಬೆಳಗಾವಿ ಸುವರ್ಣ ಸೌಧದ ಚಳಿಗಾಲದ ಅಧಿವೇಶನದಲ್ಲಿ: [40, 127, 1006, 171]
